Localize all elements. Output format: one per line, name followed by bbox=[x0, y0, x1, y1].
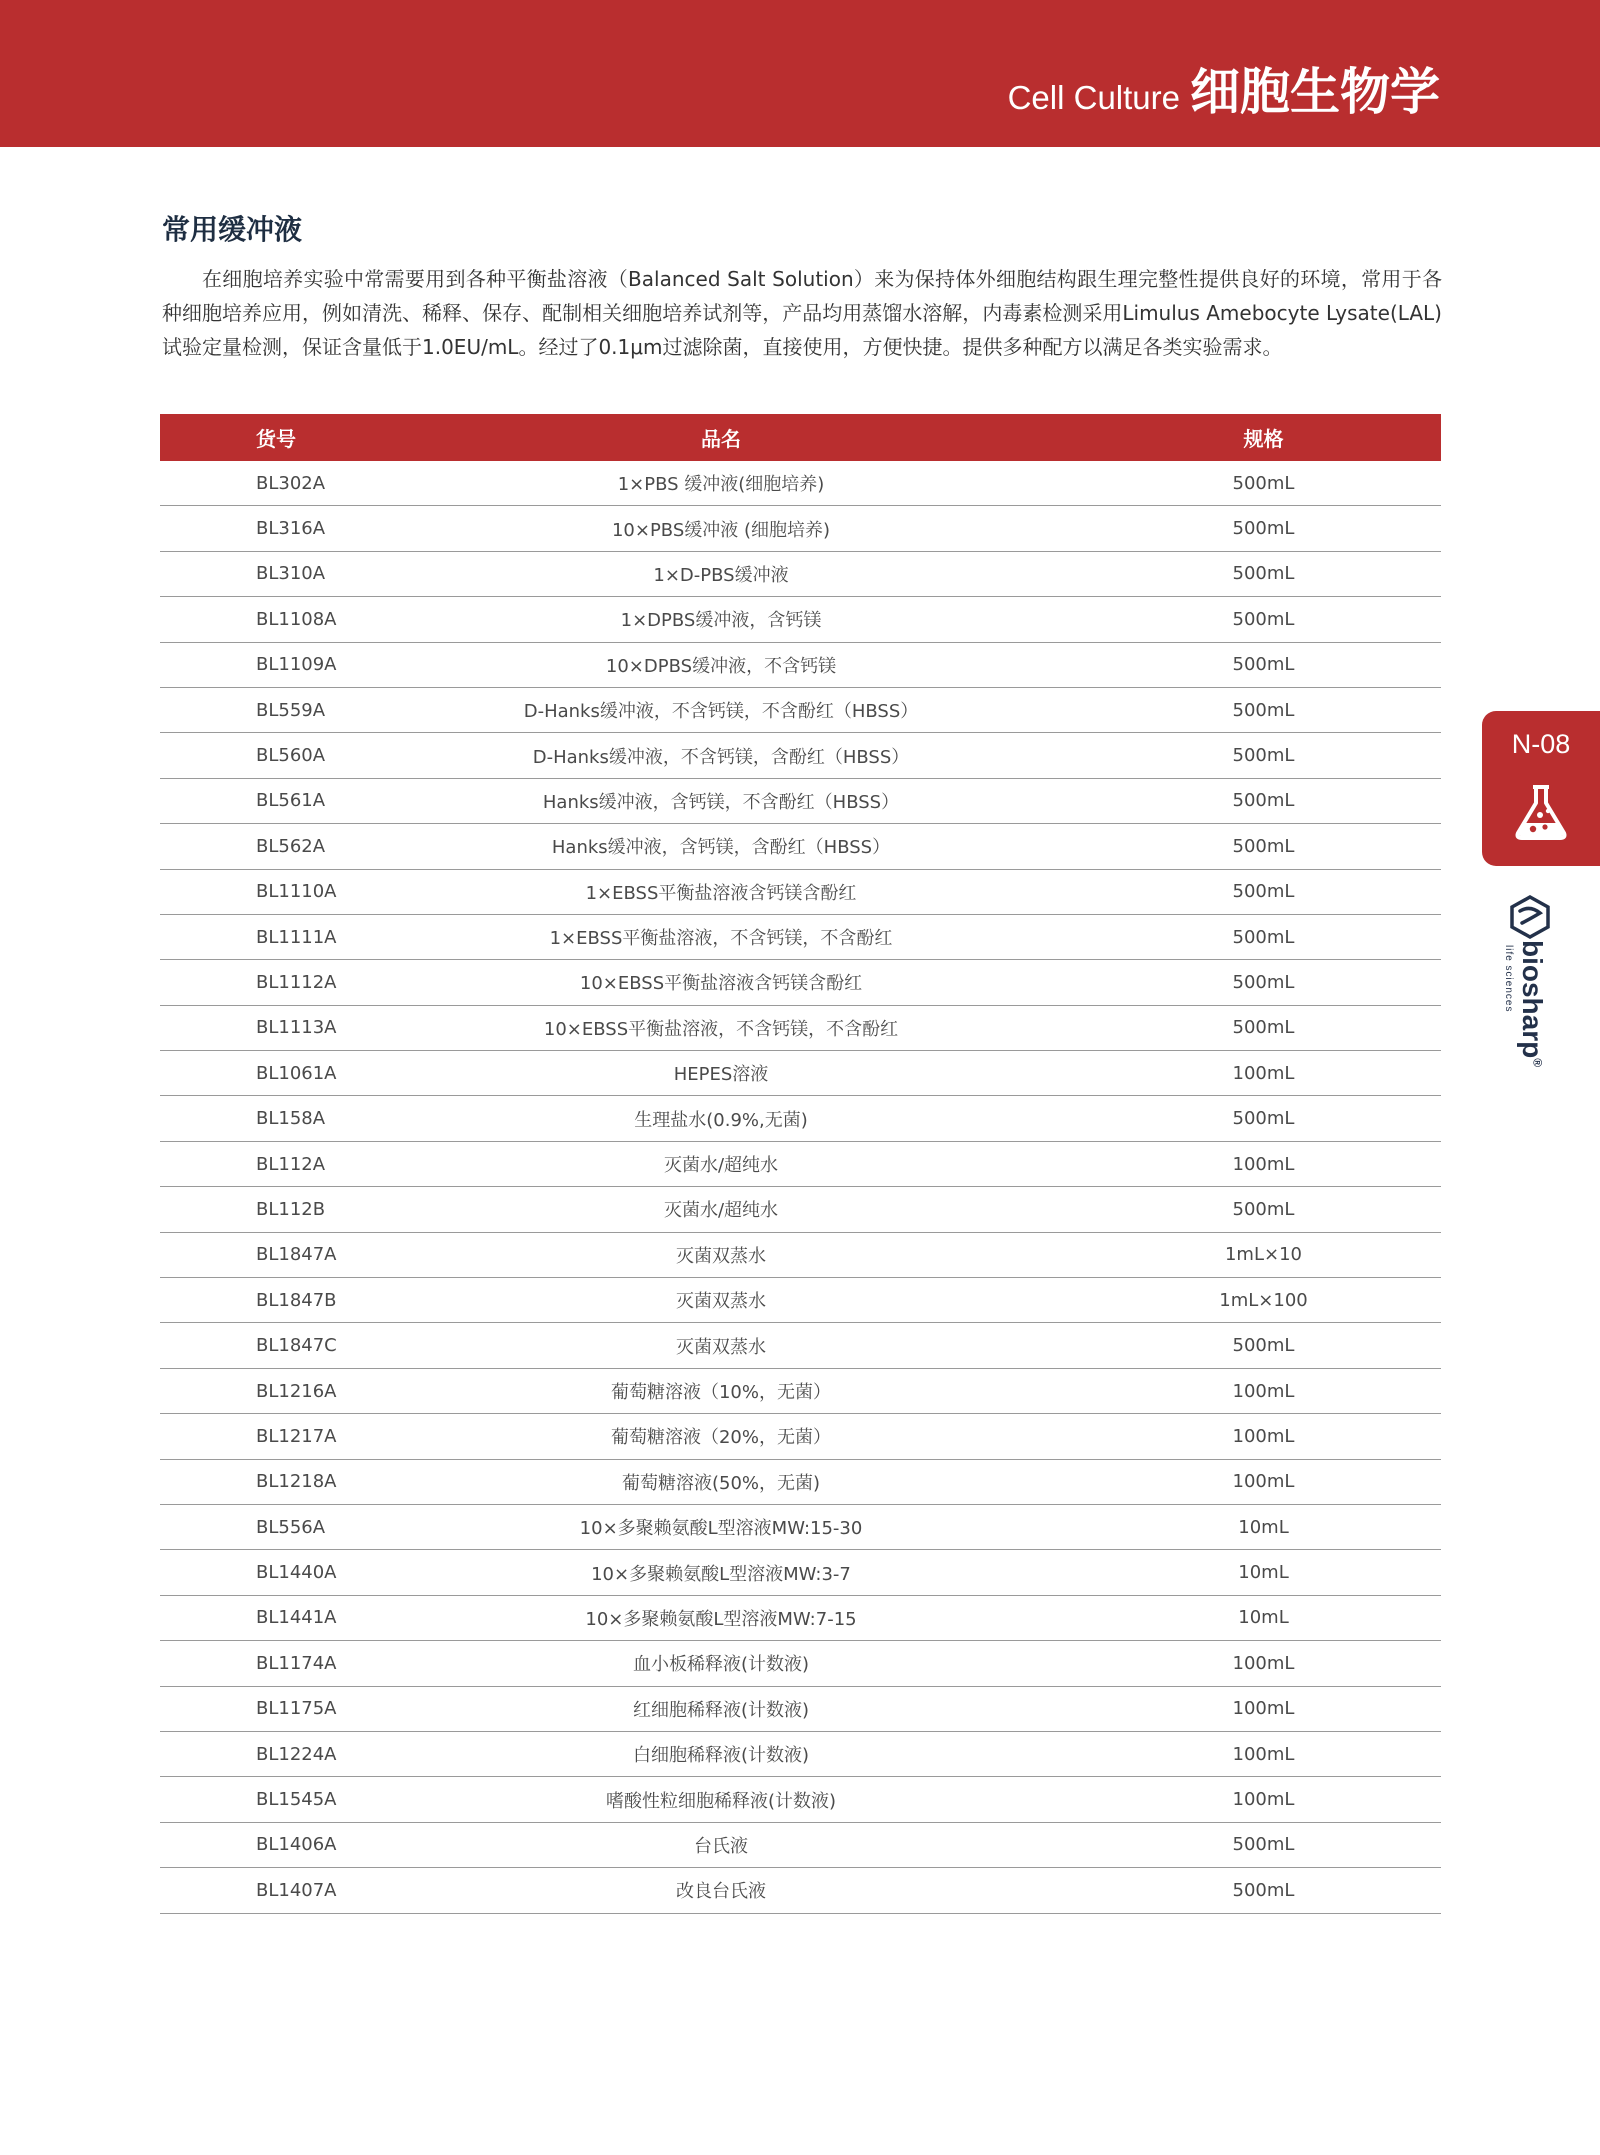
table-row bbox=[160, 1687, 1441, 1732]
cell-spec: 500mL bbox=[1232, 518, 1295, 540]
cell-name: 10×多聚赖氨酸L型溶液MW:3-7 bbox=[591, 1563, 851, 1585]
header-code: 货号 bbox=[256, 427, 296, 451]
table-row bbox=[160, 597, 1441, 642]
cell-name: 血小板稀释液(计数液) bbox=[632, 1654, 810, 1676]
cell-name: 葡萄糖溶液（10%，无菌） bbox=[610, 1382, 831, 1403]
table-row bbox=[160, 1414, 1441, 1459]
cell-name: 白细胞稀释液(计数液) bbox=[632, 1745, 810, 1767]
cell-spec: 500mL bbox=[1232, 1834, 1295, 1856]
cell-spec: 10mL bbox=[1238, 1607, 1289, 1629]
cell-name: 灭菌双蒸水 bbox=[676, 1291, 766, 1313]
cell-code: BL556A bbox=[256, 1516, 326, 1538]
cell-name: 台氏液 bbox=[694, 1835, 748, 1857]
cell-code: BL302A bbox=[256, 472, 326, 494]
cell-name: 10×多聚赖氨酸L型溶液MW:7-15 bbox=[585, 1608, 857, 1630]
cell-spec: 500mL bbox=[1232, 790, 1295, 812]
cell-code: BL1174A bbox=[256, 1652, 337, 1674]
cell-name: D-Hanks缓冲液，不含钙镁，含酚红（HBSS） bbox=[532, 746, 910, 768]
flask-icon bbox=[1512, 783, 1570, 841]
table-row bbox=[160, 1233, 1441, 1278]
cell-code: BL560A bbox=[256, 745, 326, 767]
section-title: 常用缓冲液 bbox=[162, 213, 303, 246]
table-row bbox=[160, 1096, 1441, 1141]
cell-name: 葡萄糖溶液（20%，无菌） bbox=[610, 1427, 831, 1449]
cell-code: BL1216A bbox=[256, 1380, 337, 1402]
cell-name: 嗜酸性粒细胞稀释液(计数液) bbox=[605, 1790, 837, 1812]
cell-spec: 100mL bbox=[1232, 1062, 1295, 1084]
table-row bbox=[160, 1732, 1441, 1777]
table-row bbox=[160, 552, 1441, 597]
table-row bbox=[160, 1006, 1441, 1051]
cell-name: 10×PBS缓冲液 (细胞培养) bbox=[611, 519, 831, 541]
header-title bbox=[1008, 52, 1440, 124]
header-name: 品名 bbox=[701, 427, 741, 451]
cell-name: 10×EBSS平衡盐溶液，不含钙镁，不含酚红 bbox=[543, 1018, 899, 1040]
cell-code: BL561A bbox=[256, 790, 326, 812]
cell-spec: 500mL bbox=[1232, 1198, 1295, 1220]
table-row bbox=[160, 1142, 1441, 1187]
cell-name: Hanks缓冲液，含钙镁，不含酚红（HBSS） bbox=[542, 791, 900, 813]
header-title-en: Cell Culture bbox=[1007, 79, 1180, 116]
cell-spec: 1mL×10 bbox=[1224, 1244, 1302, 1266]
table-row bbox=[160, 688, 1441, 733]
cell-spec: 500mL bbox=[1232, 608, 1295, 630]
cell-code: BL1217A bbox=[256, 1425, 337, 1447]
cell-name: HEPES溶液 bbox=[673, 1064, 769, 1086]
table-row bbox=[160, 1278, 1441, 1323]
cell-spec: 1mL×100 bbox=[1219, 1289, 1308, 1311]
cell-spec: 500mL bbox=[1232, 971, 1295, 993]
cell-spec: 100mL bbox=[1232, 1743, 1295, 1765]
cell-name: 灭菌水/超纯水 bbox=[663, 1155, 779, 1177]
table-row bbox=[160, 1596, 1441, 1641]
cell-name: 红细胞稀释液(计数液) bbox=[632, 1699, 810, 1721]
table-row bbox=[160, 1641, 1441, 1686]
cell-code: BL1440A bbox=[256, 1562, 337, 1584]
cell-code: BL310A bbox=[256, 563, 326, 585]
cell-code: BL1847C bbox=[256, 1335, 337, 1357]
cell-spec: 500mL bbox=[1232, 745, 1295, 767]
cell-code: BL1175A bbox=[256, 1698, 337, 1720]
cell-spec: 10mL bbox=[1238, 1516, 1289, 1538]
cell-spec: 500mL bbox=[1232, 472, 1295, 494]
table-row bbox=[160, 733, 1441, 778]
cell-code: BL562A bbox=[256, 835, 326, 857]
table-row bbox=[160, 1505, 1441, 1550]
cell-name: 灭菌水/超纯水 bbox=[663, 1200, 779, 1222]
cell-name: 1×DPBS缓冲液，含钙镁 bbox=[620, 610, 822, 632]
cell-spec: 500mL bbox=[1232, 1017, 1295, 1039]
table-row bbox=[160, 1460, 1441, 1505]
cell-code: BL112A bbox=[256, 1153, 326, 1175]
cell-name: 10×多聚赖氨酸L型溶液MW:15-30 bbox=[579, 1518, 863, 1540]
cell-name: 1×EBSS平衡盐溶液，不含钙镁，不含酚红 bbox=[549, 928, 893, 950]
table-row bbox=[160, 824, 1441, 869]
logo-registered-mark: ® bbox=[1530, 1058, 1545, 1068]
cell-code: BL1113A bbox=[256, 1017, 337, 1039]
biosharp-logo-sub: life sciences bbox=[1503, 945, 1514, 1013]
section-tab-label: N-08 bbox=[1511, 729, 1571, 759]
cell-name: 10×DPBS缓冲液，不含钙镁 bbox=[605, 655, 837, 677]
cell-code: BL1061A bbox=[256, 1062, 337, 1084]
section-tab[interactable] bbox=[1482, 711, 1600, 866]
cell-code: BL1847A bbox=[256, 1244, 337, 1266]
biosharp-logo-mark bbox=[1508, 895, 1552, 939]
table-row bbox=[160, 1187, 1441, 1232]
table-row bbox=[160, 1823, 1441, 1868]
cell-spec: 100mL bbox=[1232, 1652, 1295, 1674]
table-row bbox=[160, 779, 1441, 824]
table-row bbox=[160, 461, 1441, 506]
cell-name: 10×EBSS平衡盐溶液含钙镁含酚红 bbox=[579, 973, 863, 995]
table-row bbox=[160, 915, 1441, 960]
cell-name: D-Hanks缓冲液，不含钙镁，不含酚红（HBSS） bbox=[523, 701, 919, 723]
table-body bbox=[160, 461, 1441, 1914]
cell-name: 1×D-PBS缓冲液 bbox=[653, 564, 789, 586]
cell-code: BL1218A bbox=[256, 1471, 337, 1493]
cell-spec: 100mL bbox=[1232, 1425, 1295, 1447]
cell-spec: 500mL bbox=[1232, 1335, 1295, 1357]
table-row bbox=[160, 960, 1441, 1005]
cell-code: BL1847B bbox=[256, 1289, 337, 1311]
cell-code: BL559A bbox=[256, 699, 326, 721]
cell-spec: 500mL bbox=[1232, 699, 1295, 721]
cell-name: 葡萄糖溶液(50%，无菌) bbox=[621, 1472, 821, 1494]
cell-code: BL158A bbox=[256, 1108, 326, 1130]
cell-spec: 100mL bbox=[1232, 1380, 1295, 1402]
cell-spec: 100mL bbox=[1232, 1698, 1295, 1720]
cell-code: BL1441A bbox=[256, 1607, 337, 1629]
cell-code: BL1407A bbox=[256, 1879, 337, 1901]
cell-code: BL1112A bbox=[256, 971, 337, 993]
cell-spec: 10mL bbox=[1238, 1562, 1289, 1584]
table-row bbox=[160, 1550, 1441, 1595]
cell-code: BL316A bbox=[256, 518, 326, 540]
table-header bbox=[160, 414, 1441, 461]
header-title-zh: 细胞生物学 bbox=[1190, 63, 1440, 121]
table-row bbox=[160, 643, 1441, 688]
cell-spec: 500mL bbox=[1232, 654, 1295, 676]
cell-code: BL1406A bbox=[256, 1834, 337, 1856]
cell-name: 改良台氏液 bbox=[676, 1881, 766, 1903]
cell-spec: 100mL bbox=[1232, 1471, 1295, 1493]
cell-spec: 500mL bbox=[1232, 835, 1295, 857]
cell-code: BL1110A bbox=[256, 881, 337, 903]
cell-spec: 500mL bbox=[1232, 926, 1295, 948]
product-table bbox=[160, 414, 1441, 1914]
cell-code: BL1111A bbox=[256, 926, 337, 948]
header-spec: 规格 bbox=[1243, 427, 1284, 451]
cell-name: 1×PBS 缓冲液(细胞培养) bbox=[617, 474, 825, 496]
cell-spec: 100mL bbox=[1232, 1789, 1295, 1811]
table-row bbox=[160, 1323, 1441, 1368]
cell-spec: 500mL bbox=[1232, 563, 1295, 585]
biosharp-logo-text bbox=[1516, 940, 1548, 1067]
cell-code: BL1108A bbox=[256, 608, 337, 630]
table-row bbox=[160, 870, 1441, 915]
table-row bbox=[160, 1369, 1441, 1414]
cell-code: BL1109A bbox=[256, 654, 337, 676]
cell-code: BL1224A bbox=[256, 1743, 337, 1765]
cell-spec: 500mL bbox=[1232, 1879, 1295, 1901]
cell-spec: 500mL bbox=[1232, 1108, 1295, 1130]
cell-code: BL112B bbox=[256, 1198, 326, 1220]
table-row bbox=[160, 1777, 1441, 1822]
table-row bbox=[160, 1051, 1441, 1096]
cell-spec: 500mL bbox=[1232, 881, 1295, 903]
header-band bbox=[0, 0, 1600, 147]
logo-name: biosharp bbox=[1517, 940, 1548, 1059]
cell-code: BL1545A bbox=[256, 1789, 337, 1811]
cell-name: 灭菌双蒸水 bbox=[676, 1336, 766, 1358]
cell-spec: 100mL bbox=[1232, 1153, 1295, 1175]
cell-name: 灭菌双蒸水 bbox=[676, 1245, 766, 1267]
intro-paragraph: 在细胞培养实验中常需要用到各种平衡盐溶液（Balanced Salt Solution）来为保持体外细胞结构跟生理完整性提供良好的环境，常用于各种细胞培养应用，例如清洗、稀释、保存、配制相关细胞培养试剂等，产品均用蒸馏水溶解，内毒素检测采用Limulus Amebocyte Lysate(LAL)试验定量检测，保证含量低于1.0EU/mL。经过了0.1μm过滤除菌，直接使用，方便快捷。提供多种配方以满足各类实验需求。 bbox=[162, 267, 1442, 359]
table-row bbox=[160, 1868, 1441, 1913]
cell-name: 生理盐水(0.9%,无菌) bbox=[634, 1109, 808, 1131]
cell-name: 1×EBSS平衡盐溶液含钙镁含酚红 bbox=[585, 882, 857, 904]
table-row bbox=[160, 506, 1441, 551]
cell-name: Hanks缓冲液，含钙镁，含酚红（HBSS） bbox=[551, 837, 891, 859]
